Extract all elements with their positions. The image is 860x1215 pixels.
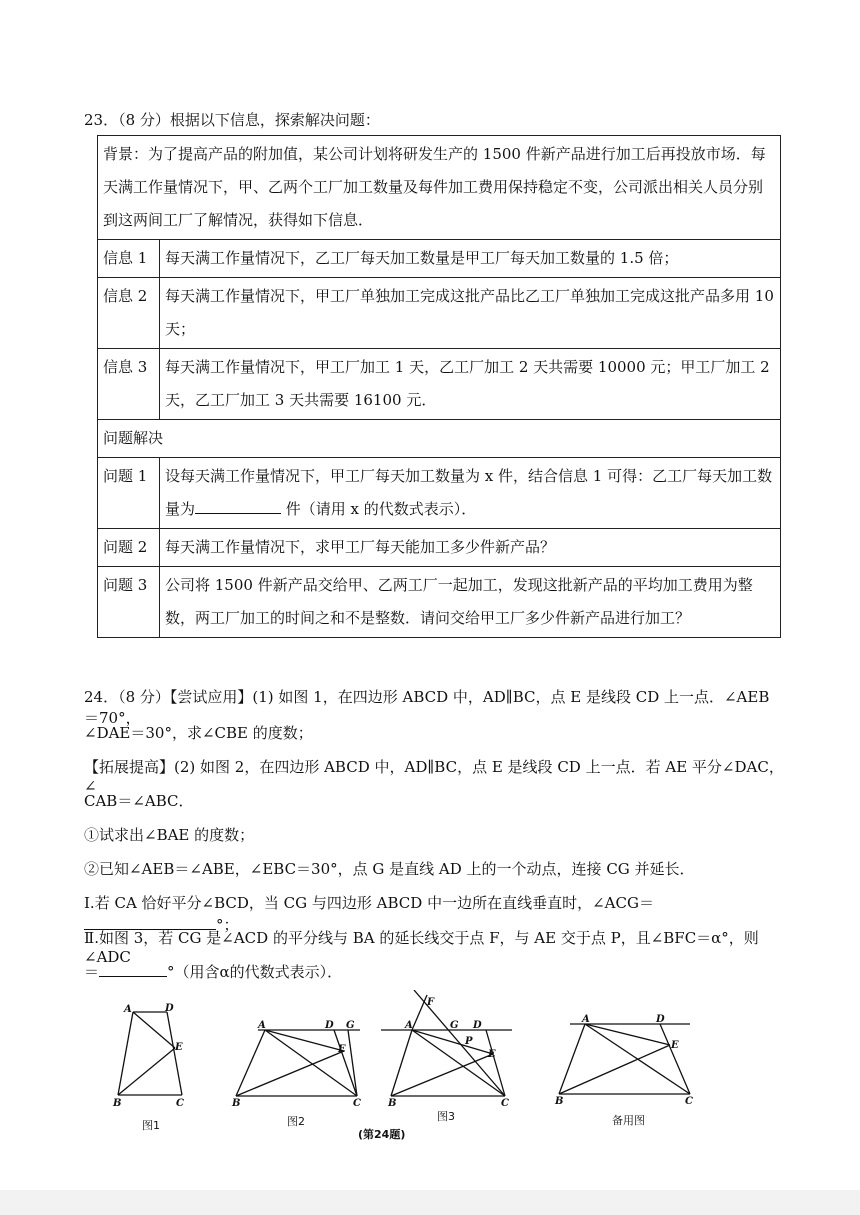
- point-label: A: [582, 1014, 590, 1025]
- section-heading: 问题解决: [98, 420, 781, 458]
- q24-line: ①试求出∠BAE 的度数；: [84, 826, 255, 844]
- point-label: B: [388, 1098, 397, 1109]
- figure-3: [381, 990, 512, 1096]
- figure-caption: 图1: [142, 1119, 160, 1132]
- point-label: B: [113, 1098, 122, 1109]
- figure-group-caption: (第24题): [358, 1128, 406, 1141]
- point-label: D: [325, 1020, 334, 1031]
- q24-text: Ⅰ.若 CA 恰好平分∠BCD，当 CG 与四边形 ABCD 中一边所在直线垂直时，∠ACG＝: [84, 894, 654, 912]
- q24-line: Ⅱ.如图 3，若 CG 是∠ACD 的平分线与 BA 的延长线交于点 F，与 AE 交于点 P，且∠BFC＝α°，则∠ADC: [84, 929, 759, 966]
- point-label: C: [501, 1098, 509, 1109]
- info-row: [98, 240, 781, 278]
- q24-line: 【拓展提高】(2) 如图 2，在四边形 ABCD 中，AD∥BC，点 E 是线段 CD 上一点．若 AE 平分∠DAC，∠: [84, 758, 784, 795]
- point-label: P: [465, 1036, 473, 1047]
- page-bottom-band: [0, 1190, 860, 1215]
- question-23-title: 23．（8 分）根据以下信息，探索解决问题：: [84, 111, 380, 129]
- background-text: 背景：为了提高产品的附加值，某公司计划将研发生产的 1500 件新产品进行加工后再投放市场．每天满工作量情况下，甲、乙两个工厂加工数量及每件加工费用保持稳定不变，公司派出相关人员分别到这两间工厂了解情况，获得如下信息．: [98, 136, 781, 240]
- info-text: 每天满工作量情况下，甲工厂加工 1 天，乙工厂加工 2 天共需要 10000 元；甲工厂加工 2 天，乙工厂加工 3 天共需要 16100 元．: [160, 349, 781, 420]
- point-label: B: [555, 1096, 564, 1107]
- problem-row: [98, 567, 781, 638]
- figure-caption: 图2: [287, 1115, 305, 1128]
- info-text: 每天满工作量情况下，乙工厂每天加工数量是甲工厂每天加工数量的 1.5 倍；: [160, 240, 781, 278]
- point-label: B: [232, 1098, 241, 1109]
- q24-line: [84, 960, 784, 982]
- point-label: E: [175, 1042, 183, 1053]
- figure-1: [118, 1012, 182, 1095]
- problem-text: [160, 458, 781, 529]
- point-label: A: [258, 1020, 266, 1031]
- point-label: E: [338, 1044, 346, 1055]
- problem-label: 问题 3: [98, 567, 160, 638]
- point-label: C: [176, 1098, 184, 1109]
- q24-text: °（用含α的代数式表示）．: [167, 963, 343, 981]
- point-label: E: [488, 1049, 496, 1060]
- answer-blank[interactable]: [195, 497, 281, 514]
- problem-text: 公司将 1500 件新产品交给甲、乙两工厂一起加工，发现这批新产品的平均加工费用为整数，两工厂加工的时间之和不是整数．请问交给甲工厂多少件新产品进行加工？: [160, 567, 781, 638]
- figures-panel: [0, 990, 860, 1150]
- section-row: [98, 420, 781, 458]
- q24-text: °；: [216, 916, 239, 934]
- info-label: 信息 3: [98, 349, 160, 420]
- point-label: C: [685, 1096, 693, 1107]
- q24-line: ②已知∠AEB＝∠ABE，∠EBC＝30°，点 G 是直线 AD 上的一个动点，连接 CG 并延长．: [84, 860, 695, 878]
- problem-label: 问题 2: [98, 529, 160, 567]
- info-row: [98, 278, 781, 349]
- point-label: G: [450, 1020, 459, 1031]
- point-label: G: [346, 1020, 355, 1031]
- point-label: F: [427, 997, 435, 1008]
- q24-line: 24．（8 分）【尝试应用】(1) 如图 1，在四边形 ABCD 中，AD∥BC，点 E 是线段 CD 上一点．∠AEB＝70°，: [84, 688, 770, 727]
- point-label: D: [656, 1014, 665, 1025]
- point-label: E: [671, 1040, 679, 1051]
- background-row: [98, 136, 781, 240]
- figure-backup: [559, 1024, 690, 1094]
- answer-blank[interactable]: [99, 960, 167, 977]
- info-row: [98, 349, 781, 420]
- problem-text-part: 件（请用 x 的代数式表示）．: [281, 500, 477, 518]
- point-label: A: [405, 1020, 413, 1031]
- problem-text: 每天满工作量情况下，求甲工厂每天能加工多少件新产品？: [160, 529, 781, 567]
- problem-row: [98, 529, 781, 567]
- info-table: [97, 135, 781, 638]
- figure-2: [236, 1030, 360, 1096]
- q24-line: ∠DAE＝30°，求∠CBE 的度数；: [84, 724, 313, 742]
- point-label: D: [165, 1003, 174, 1014]
- q24-text: ＝: [84, 963, 100, 981]
- q24-line: CAB＝∠ABC．: [84, 792, 194, 810]
- info-text: 每天满工作量情况下，甲工厂单独加工完成这批产品比乙工厂单独加工完成这批产品多用 10 天；: [160, 278, 781, 349]
- problem-label: 问题 1: [98, 458, 160, 529]
- point-label: C: [353, 1098, 361, 1109]
- info-label: 信息 2: [98, 278, 160, 349]
- figure-caption: 备用图: [612, 1114, 645, 1127]
- point-label: A: [124, 1004, 132, 1015]
- figure-caption: 图3: [437, 1110, 455, 1123]
- problem-text-part: 设每天满工作量情况下，甲工厂每天加工数量为 x 件，结合信息 1 可得：乙工厂每天加工数量为: [165, 467, 773, 518]
- problem-row: [98, 458, 781, 529]
- point-label: D: [473, 1020, 482, 1031]
- info-label: 信息 1: [98, 240, 160, 278]
